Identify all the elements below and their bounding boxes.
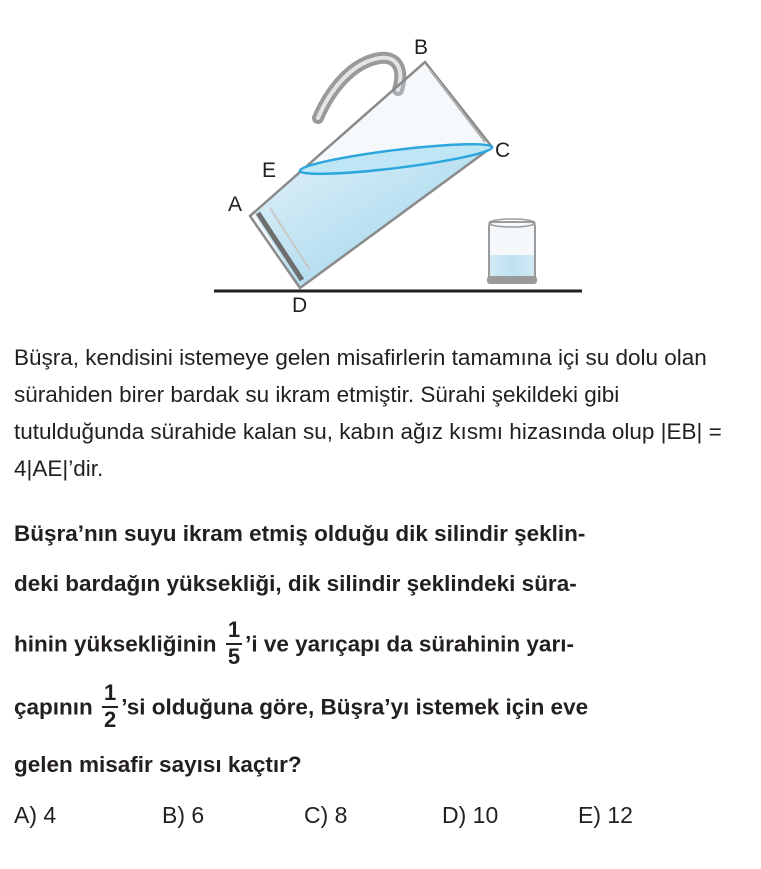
fraction-one-fifth [226,618,242,669]
choice-d[interactable]: D) 10 [442,802,499,828]
question-line-3-start: hinin yüksekliğinin [14,631,217,657]
fraction-numerator: 1 [102,681,118,708]
question-line-2: deki bardağın yüksekliği, dik silindir şeklindeki süra- [14,571,577,596]
question-line-3 [14,617,752,671]
choice-a[interactable]: A) 4 [14,802,57,828]
fraction-denominator: 2 [104,707,117,732]
question-line-4-start: çapının [14,694,93,720]
problem-text: Büşra, kendisini istemeye gelen misafirlerin tamamına içi su dolu olan sürahiden birer bardak su ikram etmiştir. Sürahi şekildeki gibi tutulduğunda sürahide kalan su, kabın ağız kısmı hizasında olup |EB| = 4|AE|’dir. [14,345,722,481]
pitcher-figure [0,0,761,330]
fraction-denominator: 5 [227,644,241,669]
label-a: A [228,193,243,216]
question-line-4-end: ’si olduğuna göre, Büşra’yı istemek için eve [121,694,589,720]
question-line-4 [14,680,752,734]
label-c: C [495,139,511,162]
cup [489,222,535,282]
choice-b[interactable]: B) 6 [162,802,205,828]
fraction-numerator: 1 [226,618,242,645]
question-line-5: gelen misafir sayısı kaçtır? [14,752,302,777]
question-line-3-end: ’i ve yarıçapı da sürahinin yarı- [245,631,574,657]
label-e: E [262,159,277,182]
choice-e[interactable]: E) 12 [578,802,633,828]
choice-c[interactable]: C) 8 [304,802,348,828]
fraction-one-half [102,681,118,732]
label-d: D [292,294,308,317]
label-b: B [414,36,429,59]
question-line-1: Büşra’nın suyu ikram etmiş olduğu dik silindir şeklin- [14,521,586,546]
